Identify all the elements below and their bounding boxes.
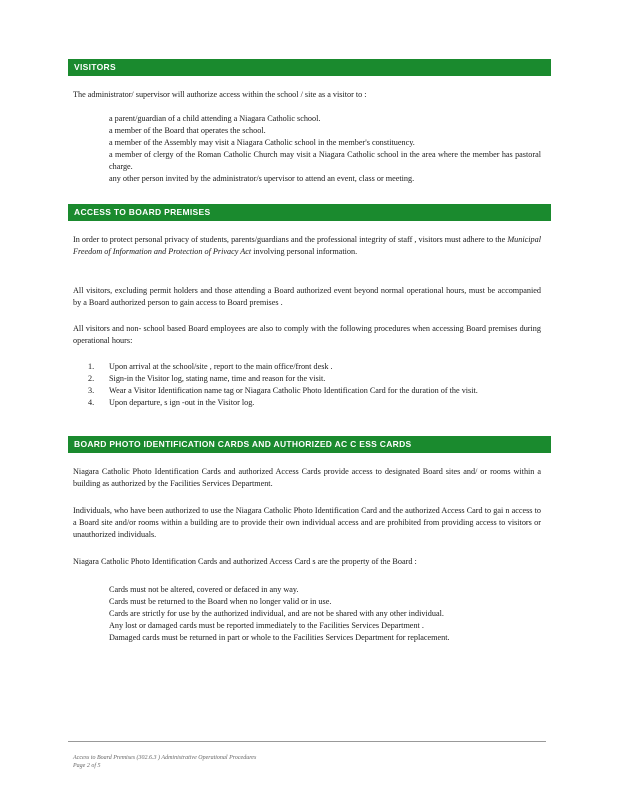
list-item [88,620,541,632]
cards-paragraph-2: Individuals, who have been authorized to use the Niagara Catholic Photo Identification Card and the authorized Access Card to gai n access to a Board site and/or rooms within a building are to provide their own individual access and are prohibited from providing access to visitors or unauthorized individuals. [73,506,541,539]
access-paragraph-1-end: involving personal information. [251,247,358,256]
list-item [88,584,541,596]
item-number: 4. [88,398,95,407]
visitors-list [88,113,541,185]
access-paragraph-1 [73,234,541,258]
numbered-item [88,361,541,373]
list-item [88,632,541,644]
list-item-text: any other person invited by the administrator/s upervisor to attend an event, class or meeting. [109,174,415,183]
numbered-item [88,385,541,397]
access-paragraph-1-start: In order to protect personal privacy of students, parents/guardians and the professional integrity of staff , visitors must adhere to the [73,235,508,244]
section-header-cards: BOARD PHOTO IDENTIFICATION CARDS AND AUTHORIZED AC C ESS CARDS [68,436,551,453]
list-item-text: Damaged cards must be returned in part or whole to the Facilities Services Department for replacement. [109,633,450,642]
list-item [88,125,541,137]
item-text: Sign-in the Visitor log, stating name, time and reason for the visit. [109,374,326,383]
list-item-text: a member of clergy of the Roman Catholic Church may visit a Niagara Catholic school in the area where the member has pastoral charge. [109,150,541,171]
list-item [88,596,541,608]
cards-rules-list [88,584,541,644]
list-item [88,113,541,125]
section-header-visitors: VISITORS [68,59,551,76]
access-paragraph-2: All visitors, excluding permit holders and those attending a Board authorized event beyond normal operational hours, must be accompanied by a Board authorized person to gain access to Board premises . [73,286,541,307]
section-header-access: ACCESS TO BOARD PREMISES [68,204,551,221]
list-item-text: Cards must not be altered, covered or defaced in any way. [109,585,299,594]
list-item-text: a member of the Assembly may visit a Niagara Catholic school in the member's constituency. [109,138,415,147]
list-item-text: a member of the Board that operates the school. [109,126,266,135]
footer-page-number: Page 2 of 5 [73,763,101,769]
cards-paragraph-3: Niagara Catholic Photo Identification Cards and authorized Access Card s are the property of the Board : [73,557,417,566]
cards-paragraph-1: Niagara Catholic Photo Identification Cards and authorized Access Cards provide access to designated Board sites and/ or rooms within a building as authorized by the Facilities Services Department. [73,467,541,488]
item-text: Upon arrival at the school/site , report to the main office/front desk . [109,362,333,371]
footer-divider [68,741,546,742]
list-item-text: a parent/guardian of a child attending a Niagara Catholic school. [109,114,321,123]
list-item-text: Cards must be returned to the Board when no longer valid or in use. [109,597,332,606]
list-item [88,149,541,173]
item-number: 1. [88,362,95,371]
list-item [88,173,541,185]
item-text: Upon departure, s ign -out in the Visitor log. [109,398,255,407]
item-number: 2. [88,374,95,383]
access-steps-list [88,361,541,409]
item-text: Wear a Visitor Identification name tag or Niagara Catholic Photo Identification Card for the duration of the visit. [109,386,478,395]
numbered-item [88,373,541,385]
list-item-text: Cards are strictly for use by the authorized individual, and are not be shared with any other individual. [109,609,444,618]
visitors-intro: The administrator/ supervisor will authorize access within the school / site as a visitor to : [73,90,367,99]
item-number: 3. [88,386,95,395]
list-item [88,137,541,149]
footer-document-title: Access to Board Premises (302.6.3 ) Administrative Operational Procedures [73,755,257,761]
list-item-text: Any lost or damaged cards must be reported immediately to the Facilities Services Department . [109,621,424,630]
access-paragraph-3: All visitors and non- school based Board employees are also to comply with the following procedures when accessing Board premises during operational hours: [73,324,541,345]
act-title: Municipal Freedom of Information and Protection of Privacy Act [73,235,541,256]
numbered-item [88,397,541,409]
list-item [88,608,541,620]
